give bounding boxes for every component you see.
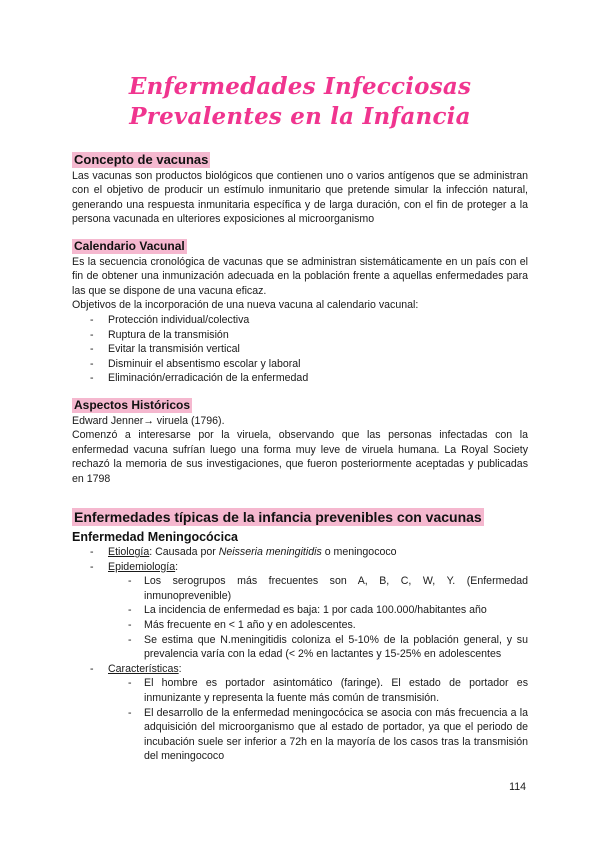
list-item: - Más frecuente en < 1 año y en adolescentes. xyxy=(72,618,528,633)
etiologia-label: Etiología xyxy=(108,546,150,559)
list-item-etiologia xyxy=(72,545,528,560)
page-number: 114 xyxy=(509,781,526,793)
etiologia-species: Neisseria meningitidis xyxy=(218,546,322,559)
historicos-text: Comenzó a interesarse por la viruela, observando que las personas infectadas con la enfermedad vacuna sufrían luego una forma muy leve de viruela humana. La Royal Society rechazó la memoria de sus investigaciones, que fueron posteriormente aceptadas y publicadas en 1798 xyxy=(72,429,528,485)
list-item: - Protección individual/colectiva xyxy=(72,313,528,328)
objectives-list xyxy=(72,313,528,386)
caracteristicas-list xyxy=(72,676,528,764)
list-item: - El desarrollo de la enfermedad meningocócica se asocia con más frecuencia a la adquisición del microorganismo que al estado de portador, ya que el periodo de incubación suele ser inferior a 72h en la mayoría de los casos tras la transmisión del meningococo xyxy=(72,706,528,764)
page-content xyxy=(72,152,528,764)
list-item-caracteristicas: - Características: xyxy=(72,662,528,677)
concepto-text: Las vacunas son productos biológicos que contienen uno o varios antígenos que se administran con el objetivo de producir un estímulo inmunitario que pretende simular la infección natural, generando una respuesta inmunitaria específica y de larga duración, con el fin de proteger a la persona vacunada en ulteriores exposiciones al microorganismo xyxy=(72,169,528,226)
heading-calendario: Calendario Vacunal xyxy=(74,238,185,253)
section-historicos xyxy=(72,398,528,487)
list-item: - La incidencia de enfermedad es baja: 1 por cada 100.000/habitantes año xyxy=(72,603,528,618)
etiologia-tail: o meningococo xyxy=(321,546,397,559)
list-item-epidemiologia: - Epidemiología: xyxy=(72,560,528,575)
list-item: - Los serogrupos más frecuentes son A, B, C, W, Y. (Enfermedad inmunoprevenible) xyxy=(72,574,528,603)
historicos-line1: Edward Jenner→ viruela (1796). xyxy=(72,414,225,427)
epidemiologia-list xyxy=(72,574,528,662)
subheading-meningococica: Enfermedad Meningocócica xyxy=(72,530,239,545)
section-calendario xyxy=(72,239,528,386)
list-item: - El hombre es portador asintomático (faringe). El estado de portador es inmunizante y representa la fuente más común de transmisión. xyxy=(72,676,528,705)
list-item: - Eliminación/erradicación de la enfermedad xyxy=(72,371,528,386)
caracteristicas-header-list xyxy=(72,662,528,677)
heading-concepto: Concepto de vacunas xyxy=(74,152,209,167)
etiologia-text: : Causada por xyxy=(149,546,219,559)
list-item: - Evitar la transmisión vertical xyxy=(72,342,528,357)
heading-tipicas: Enfermedades típicas de la infancia prevenibles con vacunas xyxy=(74,509,482,526)
list-item: - Se estima que N.meningitidis coloniza el 5-10% de la población general, y su prevalencia varía con la edad (< 2% en lactantes y 15-25% en adolescentes xyxy=(72,633,528,662)
caracteristicas-label: Características xyxy=(108,662,179,675)
page-title: Enfermedades Infecciosas Prevalentes en la Infancia xyxy=(128,73,472,130)
heading-historicos: Aspectos Históricos xyxy=(74,397,191,412)
calendario-text: Es la secuencia cronológica de vacunas que se administran sistemáticamente en un país con el fin de obtener una inmunización adecuada en la población frente a aquellas enfermedades para las que se dispone de una vacuna eficaz. xyxy=(72,255,528,297)
list-item: - Ruptura de la transmisión xyxy=(72,328,528,343)
section-tipicas xyxy=(72,508,528,764)
section-concepto xyxy=(72,152,528,227)
meningococica-list xyxy=(72,545,528,574)
epidemiologia-label: Epidemiología xyxy=(108,560,176,573)
list-item: - Disminuir el absentismo escolar y laboral xyxy=(72,357,528,372)
calendario-objectives-intro: Objetivos de la incorporación de una nueva vacuna al calendario vacunal: xyxy=(72,299,419,312)
